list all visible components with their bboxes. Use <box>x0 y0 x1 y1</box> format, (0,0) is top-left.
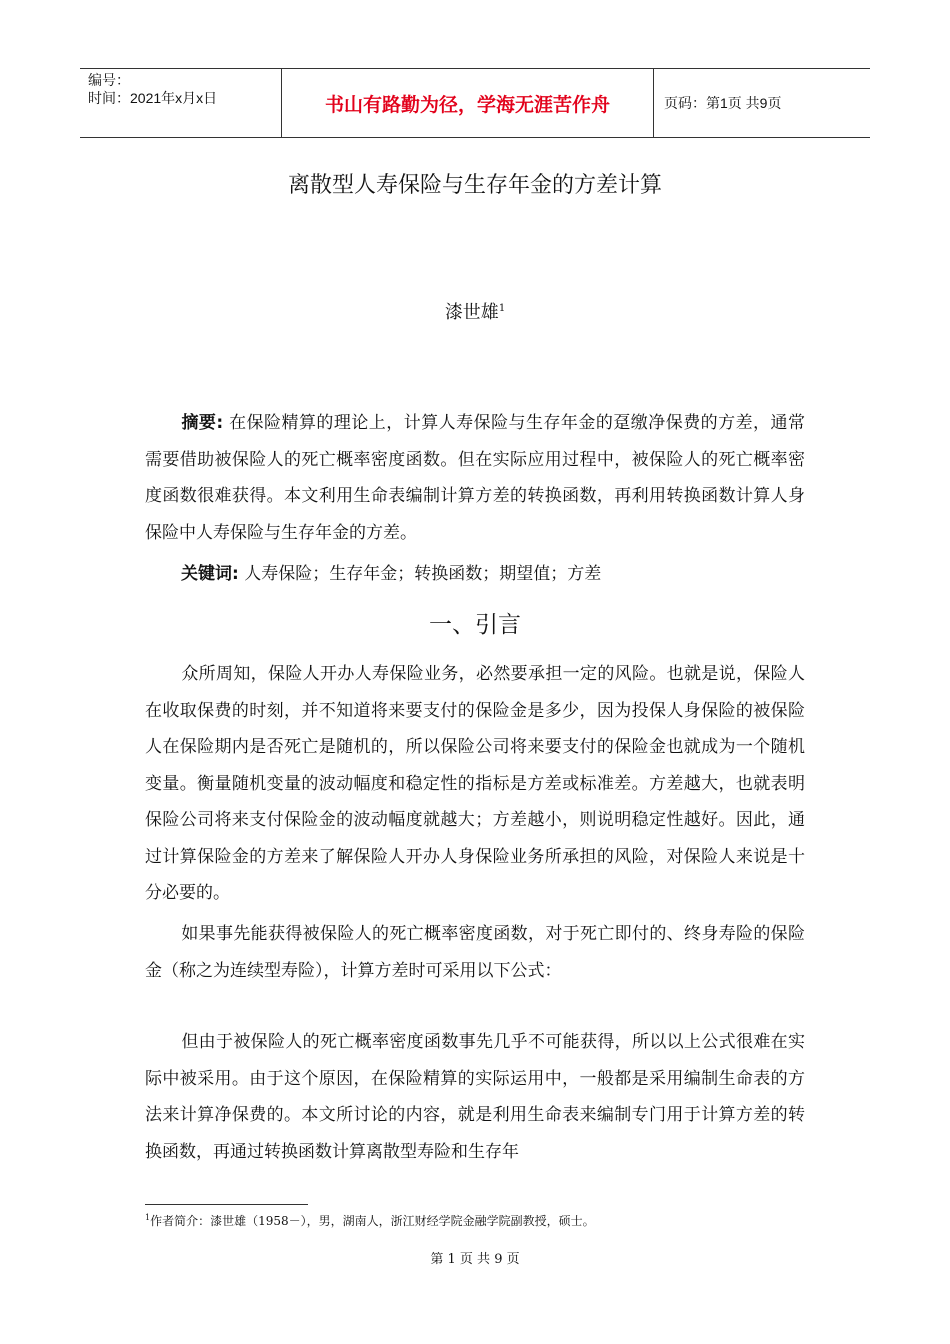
motto: 书山有路勤为径，学海无涯苦作舟 <box>282 69 654 137</box>
keywords-text: 人寿保险；生存年金；转换函数；期望值；方差 <box>244 564 602 584</box>
keywords <box>145 556 805 593</box>
abstract-label: 摘要: <box>181 413 224 433</box>
footnote-mark: 1 <box>145 1213 151 1222</box>
number-label: 编号： <box>88 72 130 88</box>
author-note-mark: 1 <box>498 303 506 314</box>
section-heading: 一、引言 <box>429 612 521 638</box>
abstract-text: 在保险精算的理论上，计算人寿保险与生存年金的趸缴净保费的方差，通常需要借助被保险人的死亡概率密度函数。但在实际应用过程中，被保险人的死亡概率密度函数很难获得。本文利用生命表编制计算方差的转换函数，再利用转换函数计算人身保险中人寿保险与生存年金的方差。 <box>145 413 805 543</box>
keywords-label: 关键词: <box>181 564 239 584</box>
paragraph-2 <box>145 916 805 989</box>
page-code: 页码：第1页 共9页 <box>664 95 782 111</box>
document-title: 离散型人寿保险与生存年金的方差计算 <box>287 173 662 198</box>
page-footer: 第 1 页 共 9 页 <box>430 1252 520 1267</box>
author-name: 漆世雄 <box>444 302 499 323</box>
author-line <box>0 298 950 324</box>
footnote-divider <box>145 1204 308 1205</box>
footnote-text: 作者简介：漆世雄（1958－），男，湖南人，浙江财经学院金融学院副教授，硕士。 <box>150 1214 595 1228</box>
footnote <box>145 1212 845 1229</box>
paragraph-3 <box>145 1024 805 1170</box>
time-label: 时间：2021年x月x日 <box>88 90 218 106</box>
paragraph-1 <box>145 656 805 912</box>
paragraph-3-text: 但由于被保险人的死亡概率密度函数事先几乎不可能获得，所以以上公式很难在实际中被采用。由于这个原因，在保险精算的实际运用中，一般都是采用编制生命表的方法来计算净保费的。本文所讨论的内容，就是利用生命表来编制专门用于计算方差的转换函数，再通过转换函数计算离散型寿险和生存年 <box>145 1032 805 1162</box>
abstract <box>145 405 805 551</box>
paragraph-2-text: 如果事先能获得被保险人的死亡概率密度函数，对于死亡即付的、终身寿险的保险金（称之为连续型寿险），计算方差时可采用以下公式： <box>145 924 805 981</box>
header-left-cell <box>80 69 282 137</box>
paragraph-1-text: 众所周知，保险人开办人寿保险业务，必然要承担一定的风险。也就是说，保险人在收取保费的时刻，并不知道将来要支付的保险金是多少，因为投保人身保险的被保险人在保险期内是否死亡是随机的，所以保险公司将来要支付的保险金也就成为一个随机变量。衡量随机变量的波动幅度和稳定性的指标是方差或标准差。方差越大，也就表明保险公司将来支付保险金的波动幅度就越大；方差越小，则说明稳定性越好。因此，通过计算保险金的方差来了解保险人开办人身保险业务所承担的风险，对保险人来说是十分必要的。 <box>145 664 805 903</box>
header-table <box>80 68 870 138</box>
